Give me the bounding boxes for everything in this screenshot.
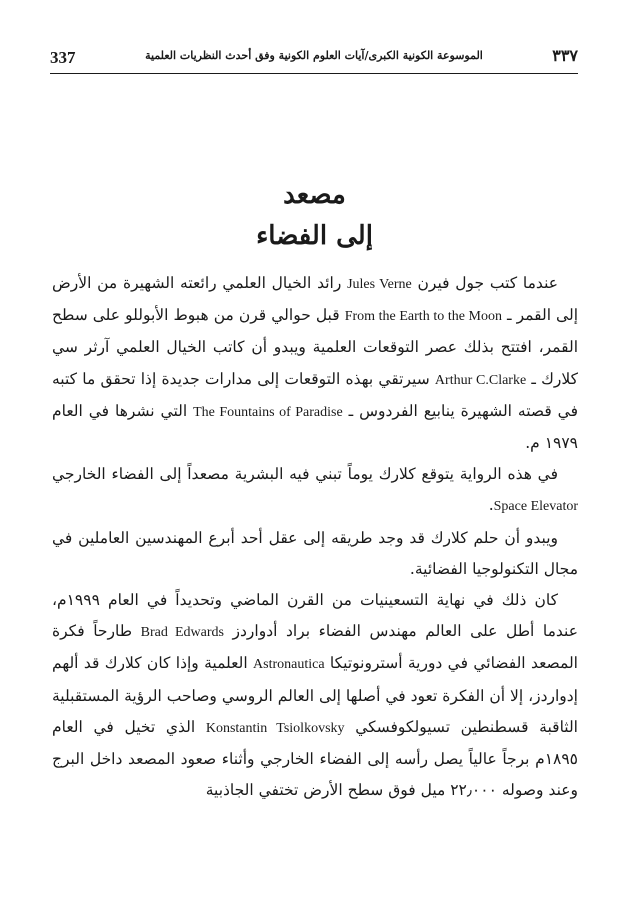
chapter-title-line-2: إلى الفضاء <box>256 221 373 251</box>
text-segment: ويبدو أن حلم كلارك قد وجد طريقه إلى عقل أحد أبرع المهندسين العاملين في مجال التكنولوجيا الفضائية. <box>52 528 578 578</box>
latin-term: Brad Edwards <box>140 625 224 641</box>
running-title: الموسوعة الكونية الكبرى/آيات العلوم الكونية وفق أحدث النظريات العلمية <box>145 49 483 62</box>
text-segment: . <box>488 496 494 515</box>
latin-term: Jules Verne <box>347 277 412 292</box>
paragraph <box>52 459 578 522</box>
text-segment: طارحاً فكرة المصعد الفضائي في دورية أسترونوتيكا <box>52 622 578 673</box>
header-rule <box>50 73 578 74</box>
latin-term: Konstantin Tsiolkovsky <box>205 720 345 736</box>
chapter-title-line-1: مصعد <box>283 180 346 210</box>
text-segment: العلمية وإذا كان كلارك قد ألهم إدواردز، إلا أن الفكرة تعود في أصلها إلى العالم الروسي وصاحب الرؤية المستقبلية الثاقبة قسطنطين تسيولكوفسكي <box>52 654 578 736</box>
latin-term: Arthur C.Clarke <box>434 372 527 388</box>
page-number-latin: 337 <box>50 48 76 67</box>
text-segment: سيرتقي بهذه التوقعات إلى مدارات جديدة إذا تحقق ما كتبه في قصته الشهيرة ينابيع الفردوس ـ <box>52 369 579 420</box>
latin-term: Astronautica <box>253 657 325 673</box>
paragraph <box>52 585 578 806</box>
text-segment: قبل حوالي قرن من هبوط الأبوللو على سطح القمر، افتتح بذلك عصر التوقعات العلمية ويبدو أن كاتب الخيال العلمي آرثر سي كلارك ـ <box>52 306 578 388</box>
page-header <box>50 46 578 74</box>
latin-term: From the Earth to the Moon <box>344 309 502 325</box>
text-segment: في هذه الرواية يتوقع كلارك يوماً تبني فيه البشرية مصعداً إلى الفضاء الخارجي <box>52 465 558 484</box>
text-segment: التي نشرها في العام ١٩٧٩ م. <box>52 401 578 453</box>
paragraph <box>52 268 578 459</box>
latin-term: The Fountains of Paradise <box>193 404 343 420</box>
text-segment: الذي تخيل في العام ١٨٩٥م برجاً عالياً يصل رأسه إلى الفضاء الخارجي وأثناء صعود المصعد داخل البرج وعند وصوله ٢٢٫٠٠٠ ميل فوق سطح الأرض تختفي الجاذبية <box>52 717 578 800</box>
paragraph <box>52 523 578 585</box>
text-segment: عندما كتب جول فيرن <box>411 274 558 292</box>
latin-term: Space Elevator <box>493 499 578 515</box>
body-text <box>52 268 578 806</box>
text-segment: رائد الخيال العلمي رائعته الشهيرة من الأرض إلى القمر ـ <box>52 274 579 325</box>
text-segment: كان ذلك في نهاية التسعينيات من القرن الماضي وتحديداً في العام ١٩٩٩م، عندما أطل على العالم مهندس الفضاء براد أدواردز <box>52 591 578 641</box>
page-number-arabic: ٣٣٧ <box>552 46 578 65</box>
